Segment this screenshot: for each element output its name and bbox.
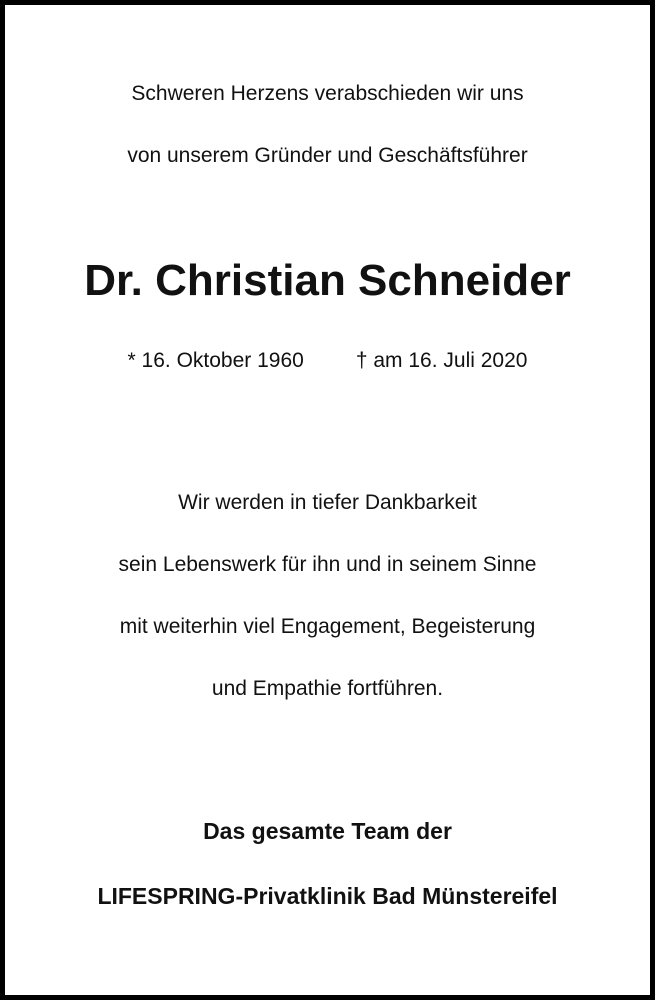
message-line-1: Wir werden in tiefer Dankbarkeit [178,491,477,514]
intro-line-2: von unserem Gründer und Geschäftsführer [127,144,528,167]
message-line-2: sein Lebenswerk für ihn und in seinem Sinne [118,553,537,576]
message-line-3: mit weiterhin viel Engagement, Begeisterung [119,615,536,638]
signature-line-2: LIFESPRING-Privatklinik Bad Münstereifel [97,883,558,909]
signature-line-1: Das gesamte Team der [203,818,452,844]
deceased-name: Dr. Christian Schneider [84,256,571,305]
life-dates [0,349,655,373]
intro-line-1: Schweren Herzens verabschieden wir uns [131,82,524,105]
death-date: † am 16. Juli 2020 [355,349,528,372]
birth-date: * 16. Oktober 1960 [127,349,304,372]
message-line-4: und Empathie fortführen. [211,677,444,700]
